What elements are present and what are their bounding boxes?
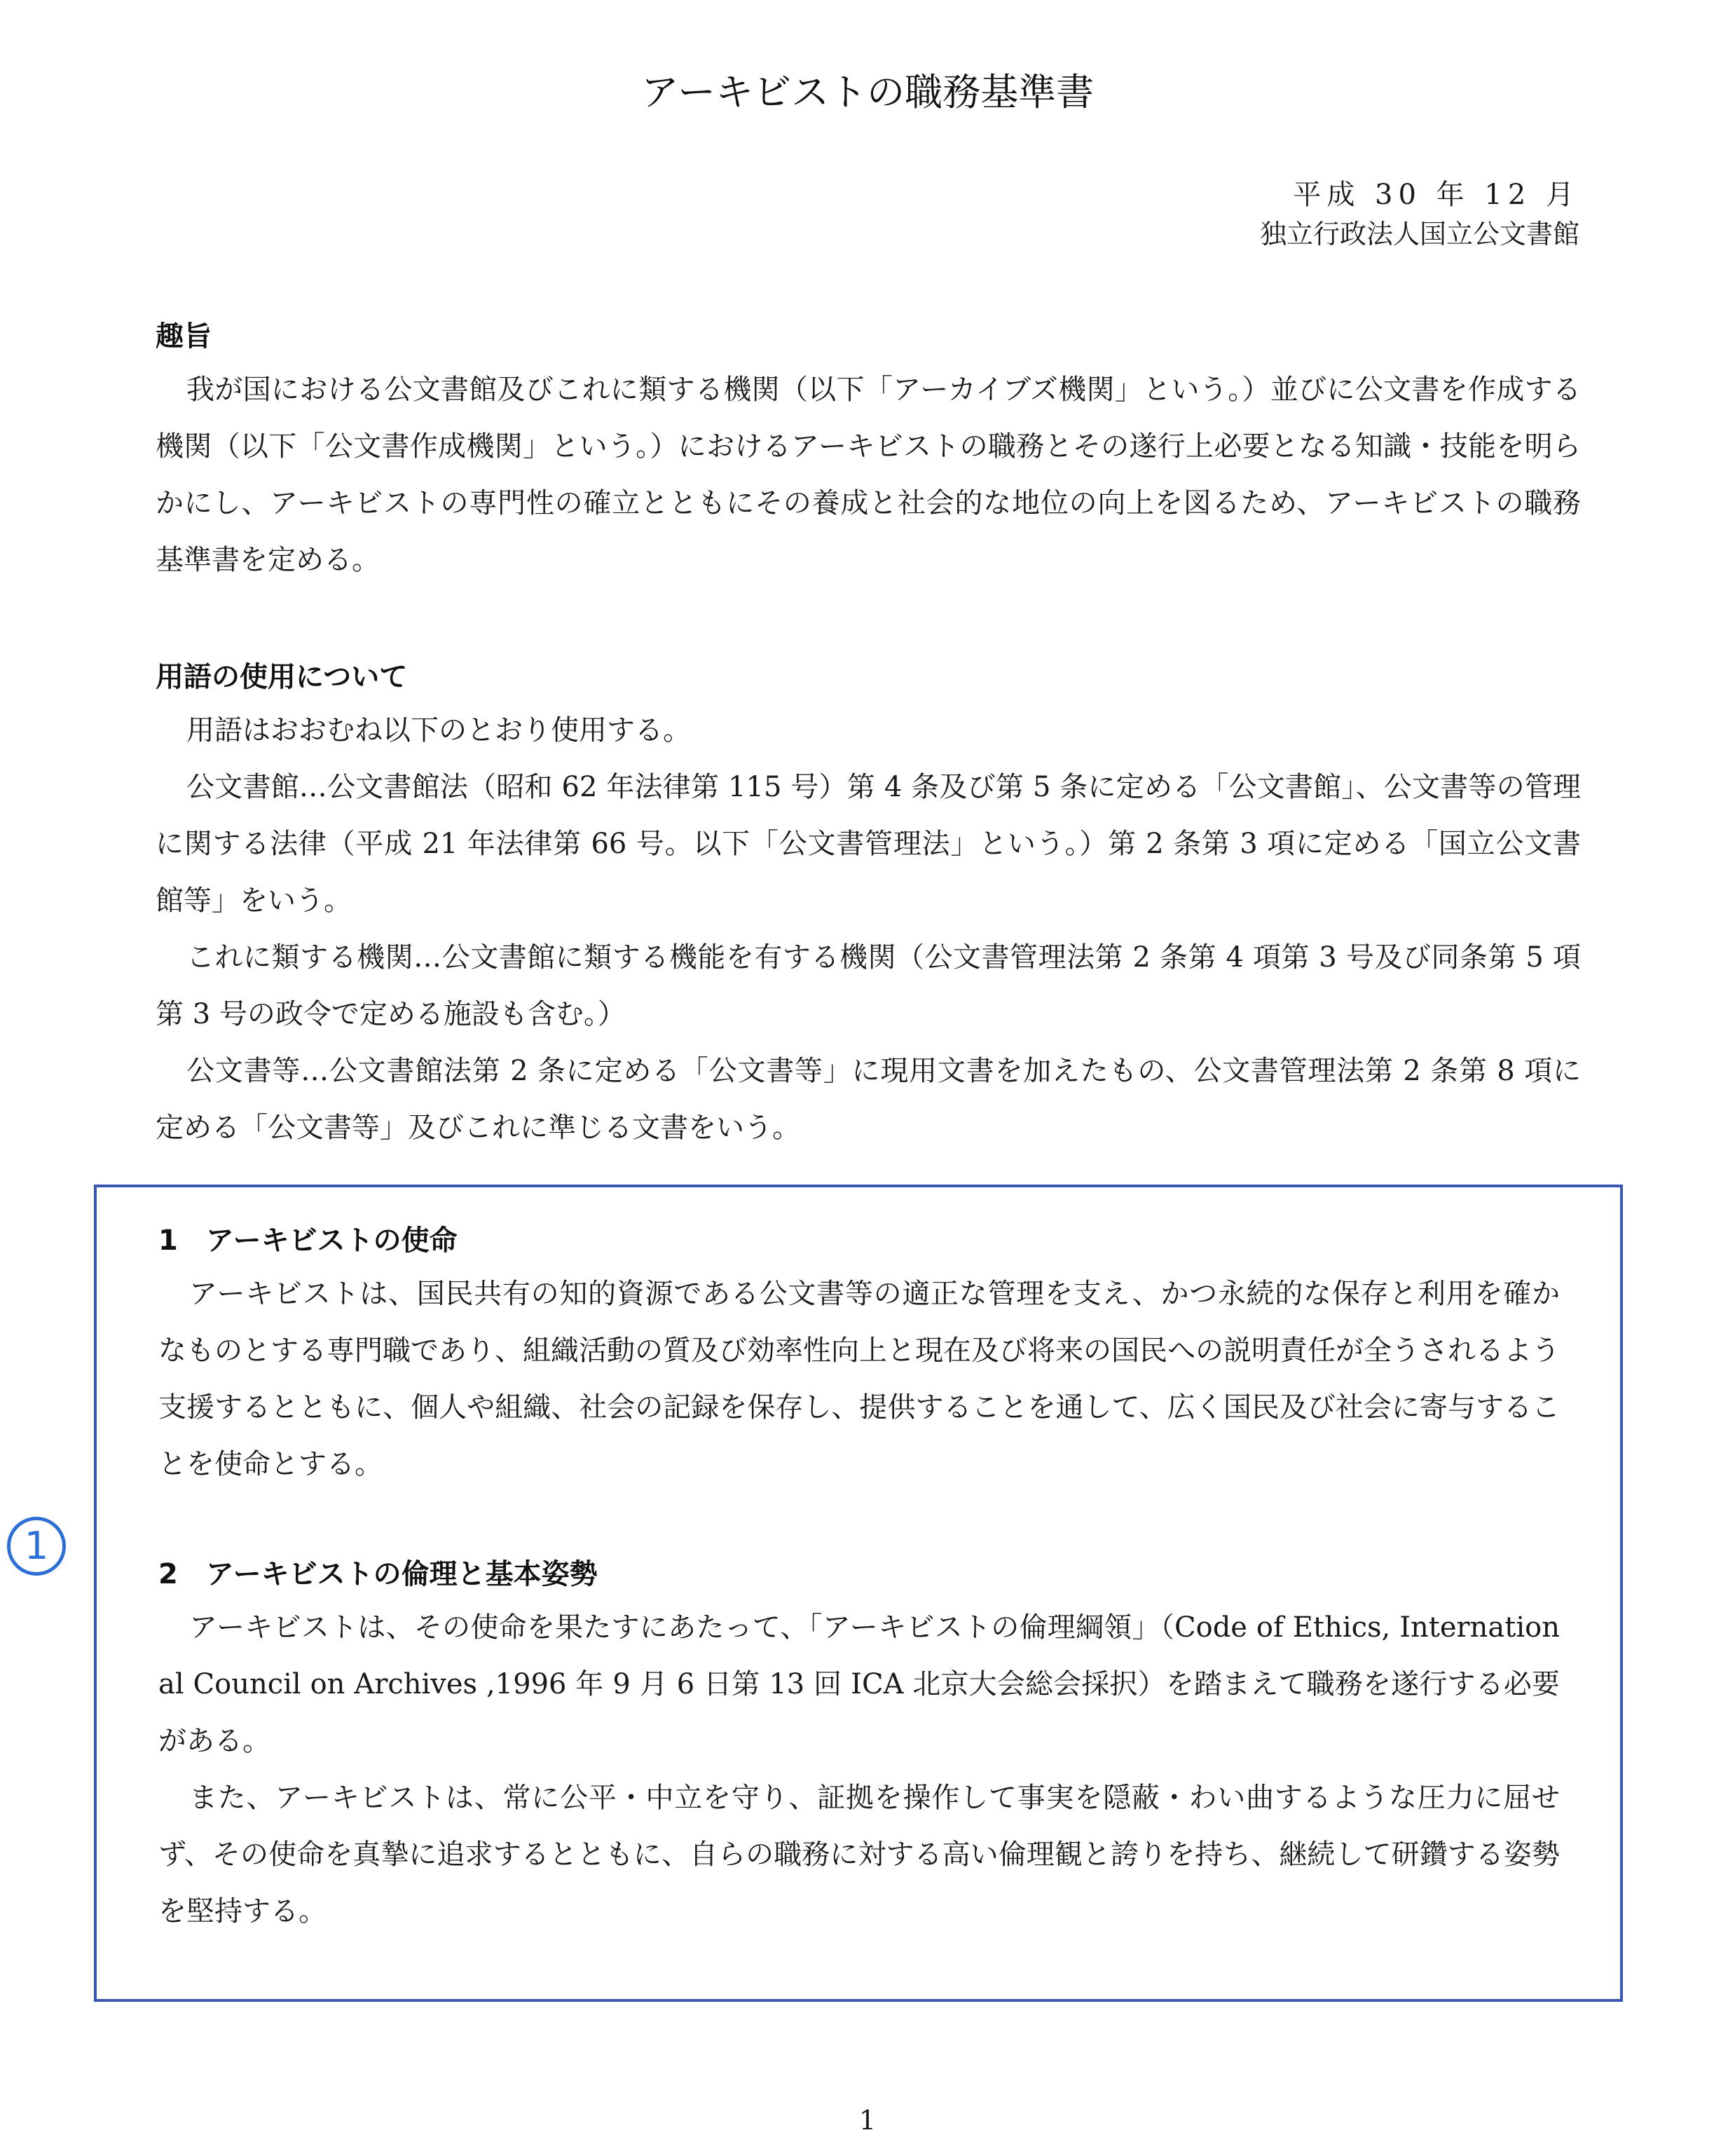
date-block [1260,175,1579,254]
document-date: 平成 30 年 12 月 [1293,179,1579,211]
ethics-section [158,1549,1560,1940]
circled-number-marker: 1 [7,1517,66,1576]
ethics-paragraph-2: また、アーキビストは、常に公平・中立を守り、証拠を操作して事実を隠蔽・わい曲するような圧力に屈せず、その使命を真摯に追求するとともに、自らの職務に対する高い倫理観と誇りを持ち、継続して研鑽する姿勢を堅持する。 [158,1782,1560,1928]
ethics-heading: 2 アーキビストの倫理と基本姿勢 [158,1558,598,1590]
terms-heading: 用語の使用について [156,661,408,693]
term-public-records-definition: 公文書等…公文書館法第 2 条に定める「公文書等」に現用文書を加えたもの、公文書管理法第 2 条第 8 項に定める「公文書等」及びこれに準じる文書をいう。 [156,1055,1581,1144]
highlight-box-content [158,1215,1560,1996]
mission-section [158,1215,1560,1493]
document-title: アーキビストの職務基準書 [640,70,1095,114]
highlight-box [94,1185,1623,2002]
terms-section [156,652,1581,1157]
page-number: 1 [858,2105,877,2136]
term-archives-definition: 公文書館…公文書館法（昭和 62 年法律第 115 号）第 4 条及び第 5 条に定める「公文書館」、公文書等の管理に関する法律（平成 21 年法律第 66 号。以下「公文書管理法」という。）第 2 条第 3 項に定める「国立公文書館等」をいう。 [156,771,1581,917]
purpose-section [156,311,1581,589]
mission-heading: 1 アーキビストの使命 [158,1224,458,1257]
issuing-organization: 独立行政法人国立公文書館 [1259,219,1579,250]
ethics-paragraph-1: アーキビストは、その使命を果たすにあたって、「アーキビストの倫理綱領」（Code of Ethics, International Council on Archives ,1996 年 9 月 6 日第 13 回 ICA 北京大会総会採択）を踏まえて職務を遂行する必要がある。 [158,1611,1560,1757]
mission-paragraph: アーキビストは、国民共有の知的資源である公文書等の適正な管理を支え、かつ永続的な保存と利用を確かなものとする専門職であり、組織活動の質及び効率性向上と現在及び将来の国民への説明責任が全うされるよう支援するとともに、個人や組織、社会の記録を保存し、提供することを通して、広く国民及び社会に寄与することを使命とする。 [158,1278,1560,1480]
terms-intro-paragraph: 用語はおおむね以下のとおり使用する。 [186,714,691,746]
term-similar-institution-definition: これに類する機関…公文書館に類する機能を有する機関（公文書管理法第 2 条第 4 項第 3 号及び同条第 5 項第 3 号の政令で定める施設も含む。） [156,941,1581,1030]
purpose-paragraph: 我が国における公文書館及びこれに類する機関（以下「アーカイブズ機関」という。）並びに公文書を作成する機関（以下「公文書作成機関」という。）におけるアーキビストの職務とその遂行上必要となる知識・技能を明らかにし、アーキビストの専門性の確立とともにその養成と社会的な地位の向上を図るため、アーキビストの職務基準書を定める。 [156,374,1581,576]
purpose-heading: 趣旨 [156,320,212,353]
